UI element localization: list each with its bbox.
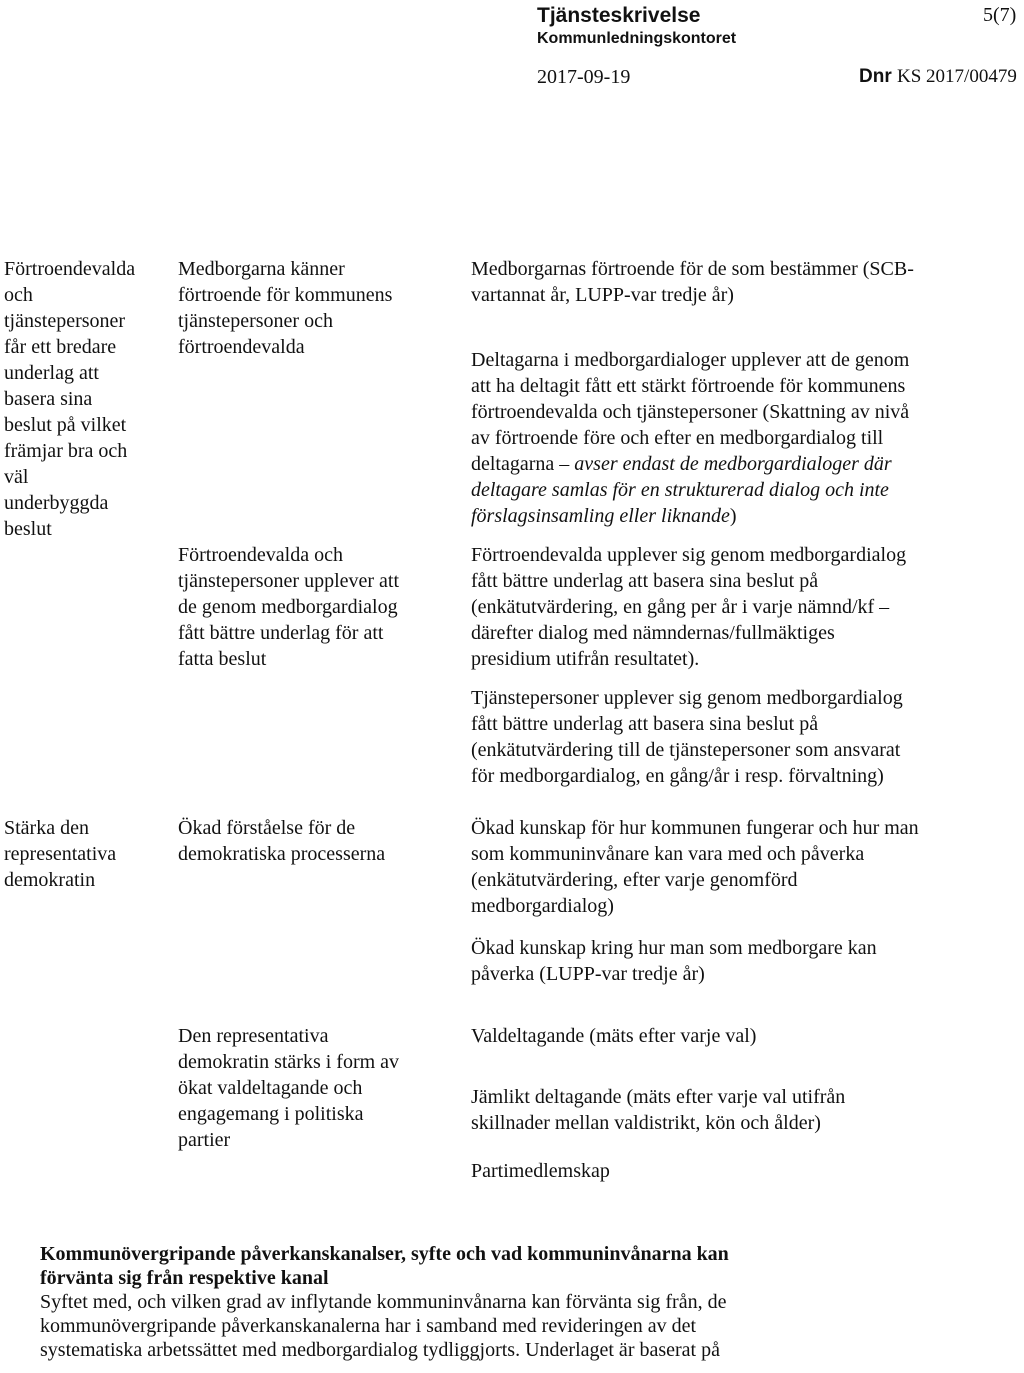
effect-line: fatta beslut: [178, 648, 267, 670]
indicator-line: Partimedlemskap: [471, 1160, 610, 1182]
indicator-line: Deltagarna i medborgardialoger upplever att de genom: [471, 349, 910, 371]
diary-number-label: Dnr: [859, 66, 892, 87]
effect-line: tjänstepersoner och: [178, 310, 333, 332]
paragraph-line: kommunövergripande påverkanskanalerna har i samband med revideringen av det: [40, 1315, 697, 1337]
indicator-line: för medborgardialog, en gång/år i resp. förvaltning): [471, 765, 884, 787]
goal-line: beslut på vilket: [4, 414, 127, 436]
goal-line: främjar bra och: [4, 440, 128, 462]
effect-line: Förtroendevalda och: [178, 544, 343, 566]
effect-line: Medborgarna känner: [178, 258, 345, 280]
goal-line: basera sina: [4, 388, 93, 410]
indicator-line: förtroendevalda och tjänstepersoner (Skattning av nivå: [471, 401, 910, 423]
effect-line: demokratin stärks i form av: [178, 1051, 400, 1073]
department-name: Kommunledningskontoret: [537, 30, 737, 47]
effect-cell-understanding: [178, 815, 448, 867]
indicator-line: (enkätutvärdering till de tjänstepersoner som ansvarat: [471, 739, 901, 761]
effect-cell-participation: [178, 1023, 448, 1153]
indicator-line: Ökad kunskap för hur kommunen fungerar och hur man: [471, 817, 919, 839]
effect-line: Ökad förståelse för de: [178, 817, 356, 839]
indicator-line-italic: förslagsinsamling eller liknande: [471, 505, 730, 527]
section-heading: Kommunövergripande påverkanskanalser, syfte och vad kommuninvånarna kan: [40, 1243, 729, 1265]
indicator-line: (enkätutvärdering, en gång per år i varje nämnd/kf –: [471, 596, 890, 618]
effect-line: demokratiska processerna: [178, 843, 386, 865]
goal-cell-representative-democracy: [4, 815, 164, 893]
indicator-line-italic: avser endast de medborgardialoger där: [574, 453, 892, 475]
paragraph-line: Syftet med, och vilken grad av inflytande kommuninvånarna kan förvänta sig från, de: [40, 1291, 727, 1313]
indicator-cell-equal-participation: [471, 1084, 1011, 1136]
indicator-cell-knowledge-survey: [471, 815, 1011, 919]
effect-line: ökat valdeltagande och: [178, 1077, 363, 1099]
indicator-line-prefix: deltagarna –: [471, 453, 575, 475]
page-number: 5(7): [983, 4, 1017, 26]
indicator-cell-influence-knowledge: [471, 935, 1011, 987]
document-type: Tjänsteskrivelse: [537, 4, 701, 27]
effect-line: de genom medborgardialog: [178, 596, 398, 618]
diary-number-value: KS 2017/00479: [897, 66, 1017, 87]
indicator-line: fått bättre underlag att basera sina beslut på: [471, 570, 819, 592]
indicator-line: [471, 451, 1011, 477]
effect-line: Den representativa: [178, 1025, 329, 1047]
indicator-line-italic: deltagare samlas för en strukturerad dialog och inte: [471, 479, 889, 501]
effect-cell-citizen-trust: [178, 256, 448, 360]
effect-cell-better-basis: [178, 542, 448, 672]
indicator-cell-party-membership: [471, 1158, 1011, 1184]
indicator-line: skillnader mellan valdistrikt, kön och ålder): [471, 1112, 821, 1134]
goal-line: Förtroendevalda: [4, 258, 136, 280]
goal-line: tjänstepersoner: [4, 310, 126, 332]
indicator-line: påverka (LUPP-var tredje år): [471, 963, 705, 985]
goal-line: representativa: [4, 843, 117, 865]
indicator-cell-elected-survey: [471, 542, 1011, 672]
indicator-line: Medborgarnas förtroende för de som bestämmer (SCB-: [471, 258, 914, 280]
indicator-line: Förtroendevalda upplever sig genom medborgardialog: [471, 544, 907, 566]
paragraph-line: systematiska arbetssättet med medborgardialog tydliggjorts. Underlaget är baserat på: [40, 1339, 720, 1361]
diary-number: [859, 66, 1017, 88]
goal-line: demokratin: [4, 869, 96, 891]
effect-line: förtroendevalda: [178, 336, 305, 358]
indicator-line: medborgardialog): [471, 895, 614, 917]
indicator-line: som kommuninvånare kan vara med och påverka: [471, 843, 865, 865]
indicator-line: Valdeltagande (mäts efter varje val): [471, 1025, 757, 1047]
indicator-line: Tjänstepersoner upplever sig genom medborgardialog: [471, 687, 903, 709]
indicator-line: Ökad kunskap kring hur man som medborgare kan: [471, 937, 877, 959]
goal-line: beslut: [4, 518, 52, 540]
section-heading: förvänta sig från respektive kanal: [40, 1267, 329, 1289]
document-date: 2017-09-19: [537, 66, 631, 88]
goal-line: underbyggda: [4, 492, 109, 514]
effect-line: tjänstepersoner upplever att: [178, 570, 400, 592]
indicator-line: vartannat år, LUPP-var tredje år): [471, 284, 734, 306]
indicator-line: av förtroende före och efter en medborgardialog till: [471, 427, 884, 449]
goal-cell-informed-decisions: [4, 256, 164, 542]
indicator-line: presidium utifrån resultatet).: [471, 648, 700, 670]
effect-line: fått bättre underlag för att: [178, 622, 384, 644]
effect-line: förtroende för kommunens: [178, 284, 393, 306]
effect-line: partier: [178, 1129, 231, 1151]
goal-line: väl: [4, 466, 29, 488]
effect-line: engagemang i politiska: [178, 1103, 364, 1125]
indicator-cell-turnout: [471, 1023, 1011, 1049]
goal-line: Stärka den: [4, 817, 89, 839]
goal-line: och: [4, 284, 33, 306]
indicator-line: (enkätutvärdering, efter varje genomförd: [471, 869, 798, 891]
indicator-line: fått bättre underlag att basera sina beslut på: [471, 713, 819, 735]
indicator-line: att ha deltagit fått ett stärkt förtroende för kommunens: [471, 375, 906, 397]
goal-line: underlag att: [4, 362, 99, 384]
indicator-line: därefter dialog med nämndernas/fullmäktiges: [471, 622, 835, 644]
indicator-line: Jämlikt deltagande (mäts efter varje val utifrån: [471, 1086, 846, 1108]
channels-summary-section: [40, 1242, 1010, 1362]
indicator-cell-staff-survey: [471, 685, 1011, 789]
indicator-line: förslagsinsamling eller liknande): [471, 505, 737, 527]
indicator-cell-dialogue-trust: [471, 347, 1011, 529]
indicator-cell-trust-survey: [471, 256, 1011, 308]
goal-line: får ett bredare: [4, 336, 117, 358]
